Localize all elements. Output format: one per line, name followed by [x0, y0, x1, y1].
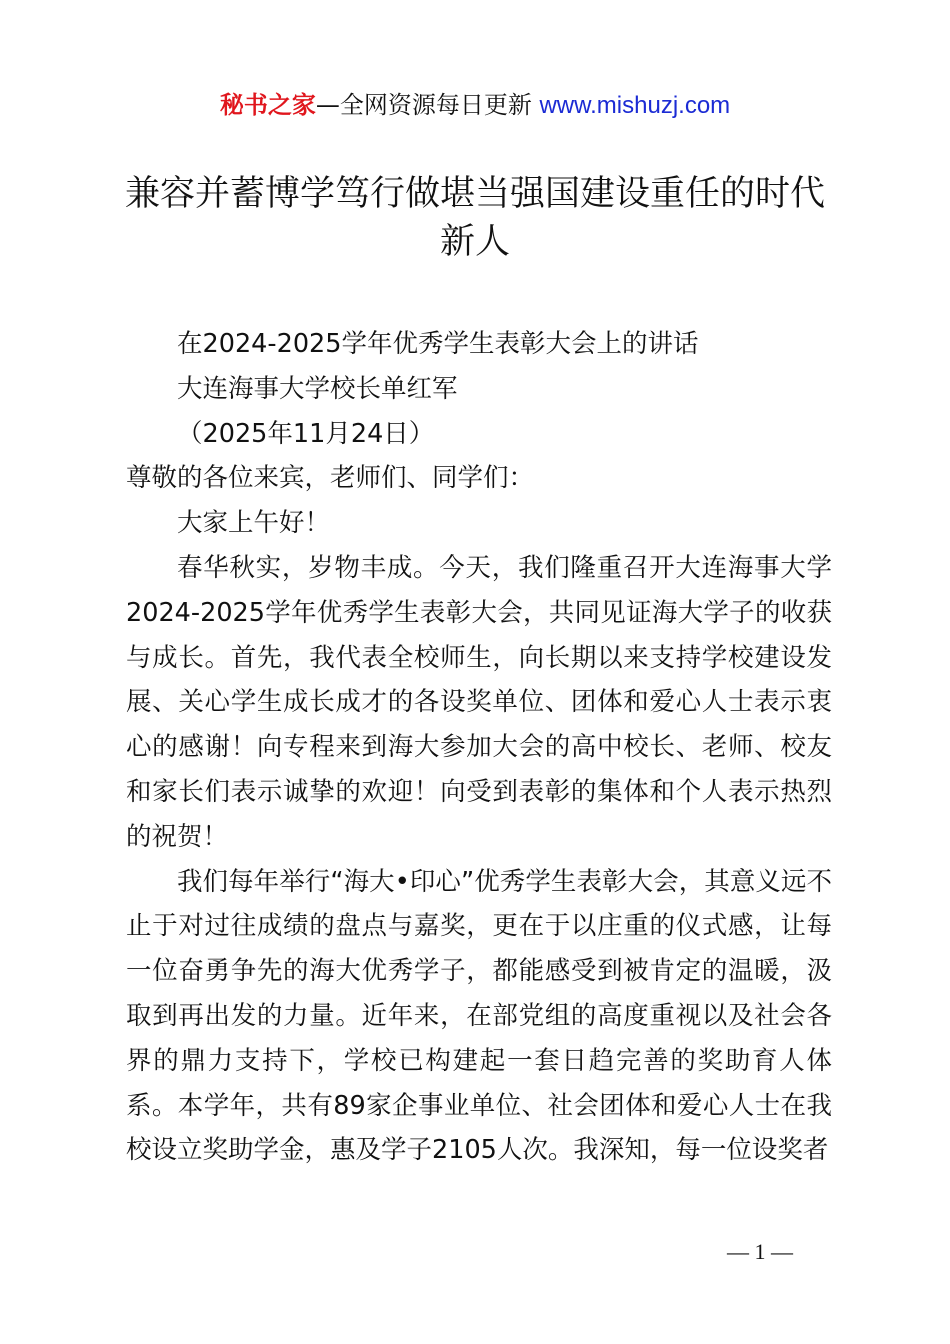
document-title: 兼容并蓄博学笃行做堪当强国建设重任的时代新人	[124, 174, 825, 262]
salutation: 尊敬的各位来宾，老师们、同学们：	[126, 463, 535, 494]
site-url-link[interactable]: www.mishuzj.com	[539, 92, 731, 119]
paragraph: 我们每年举行“海大•印心”优秀学生表彰大会，其意义远不止于对过往成绩的盘点与嘉奖，更在于以庄重的仪式感，让每一位奋勇争先的海大优秀学子，都能感受到被肯定的温暖，汲取到再出发的力量。近年来，在部党组的高度重视以及社会各界的鼎力支持下，学校已构建起一套日趋完善的奖助育人体系。本学年，共有89家企事业单位、社会团体和爱心人士在我校设立奖助学金，惠及学子2105人次。我深知，每一位设奖者	[126, 866, 832, 1166]
page-number: — 1 —	[727, 1239, 793, 1264]
paragraph: 春华秋实，岁物丰成。今天，我们隆重召开大连海事大学2024-2025学年优秀学生表彰大会，共同见证海大学子的收获与成长。首先，我代表全校师生，向长期以来支持学校建设发展、关心学生成长成才的各设奖单位、团体和爱心人士表示衷心的感谢！向专程来到海大参加大会的高中校长、老师、校友和家长们表示诚挚的欢迎！向受到表彰的集体和个人表示热烈的祝贺！	[126, 552, 832, 852]
speech-date: （2025年11月24日）	[177, 418, 435, 449]
site-header	[0, 88, 950, 123]
document-body	[126, 322, 832, 1173]
brand-name: 秘书之家	[219, 91, 316, 119]
speech-subtitle: 在2024-2025学年优秀学生表彰大会上的讲话	[177, 329, 699, 359]
header-tagline: —全网资源每日更新	[315, 91, 540, 119]
greeting: 大家上午好！	[177, 508, 331, 539]
speech-author: 大连海事大学校长单红军	[177, 373, 458, 404]
